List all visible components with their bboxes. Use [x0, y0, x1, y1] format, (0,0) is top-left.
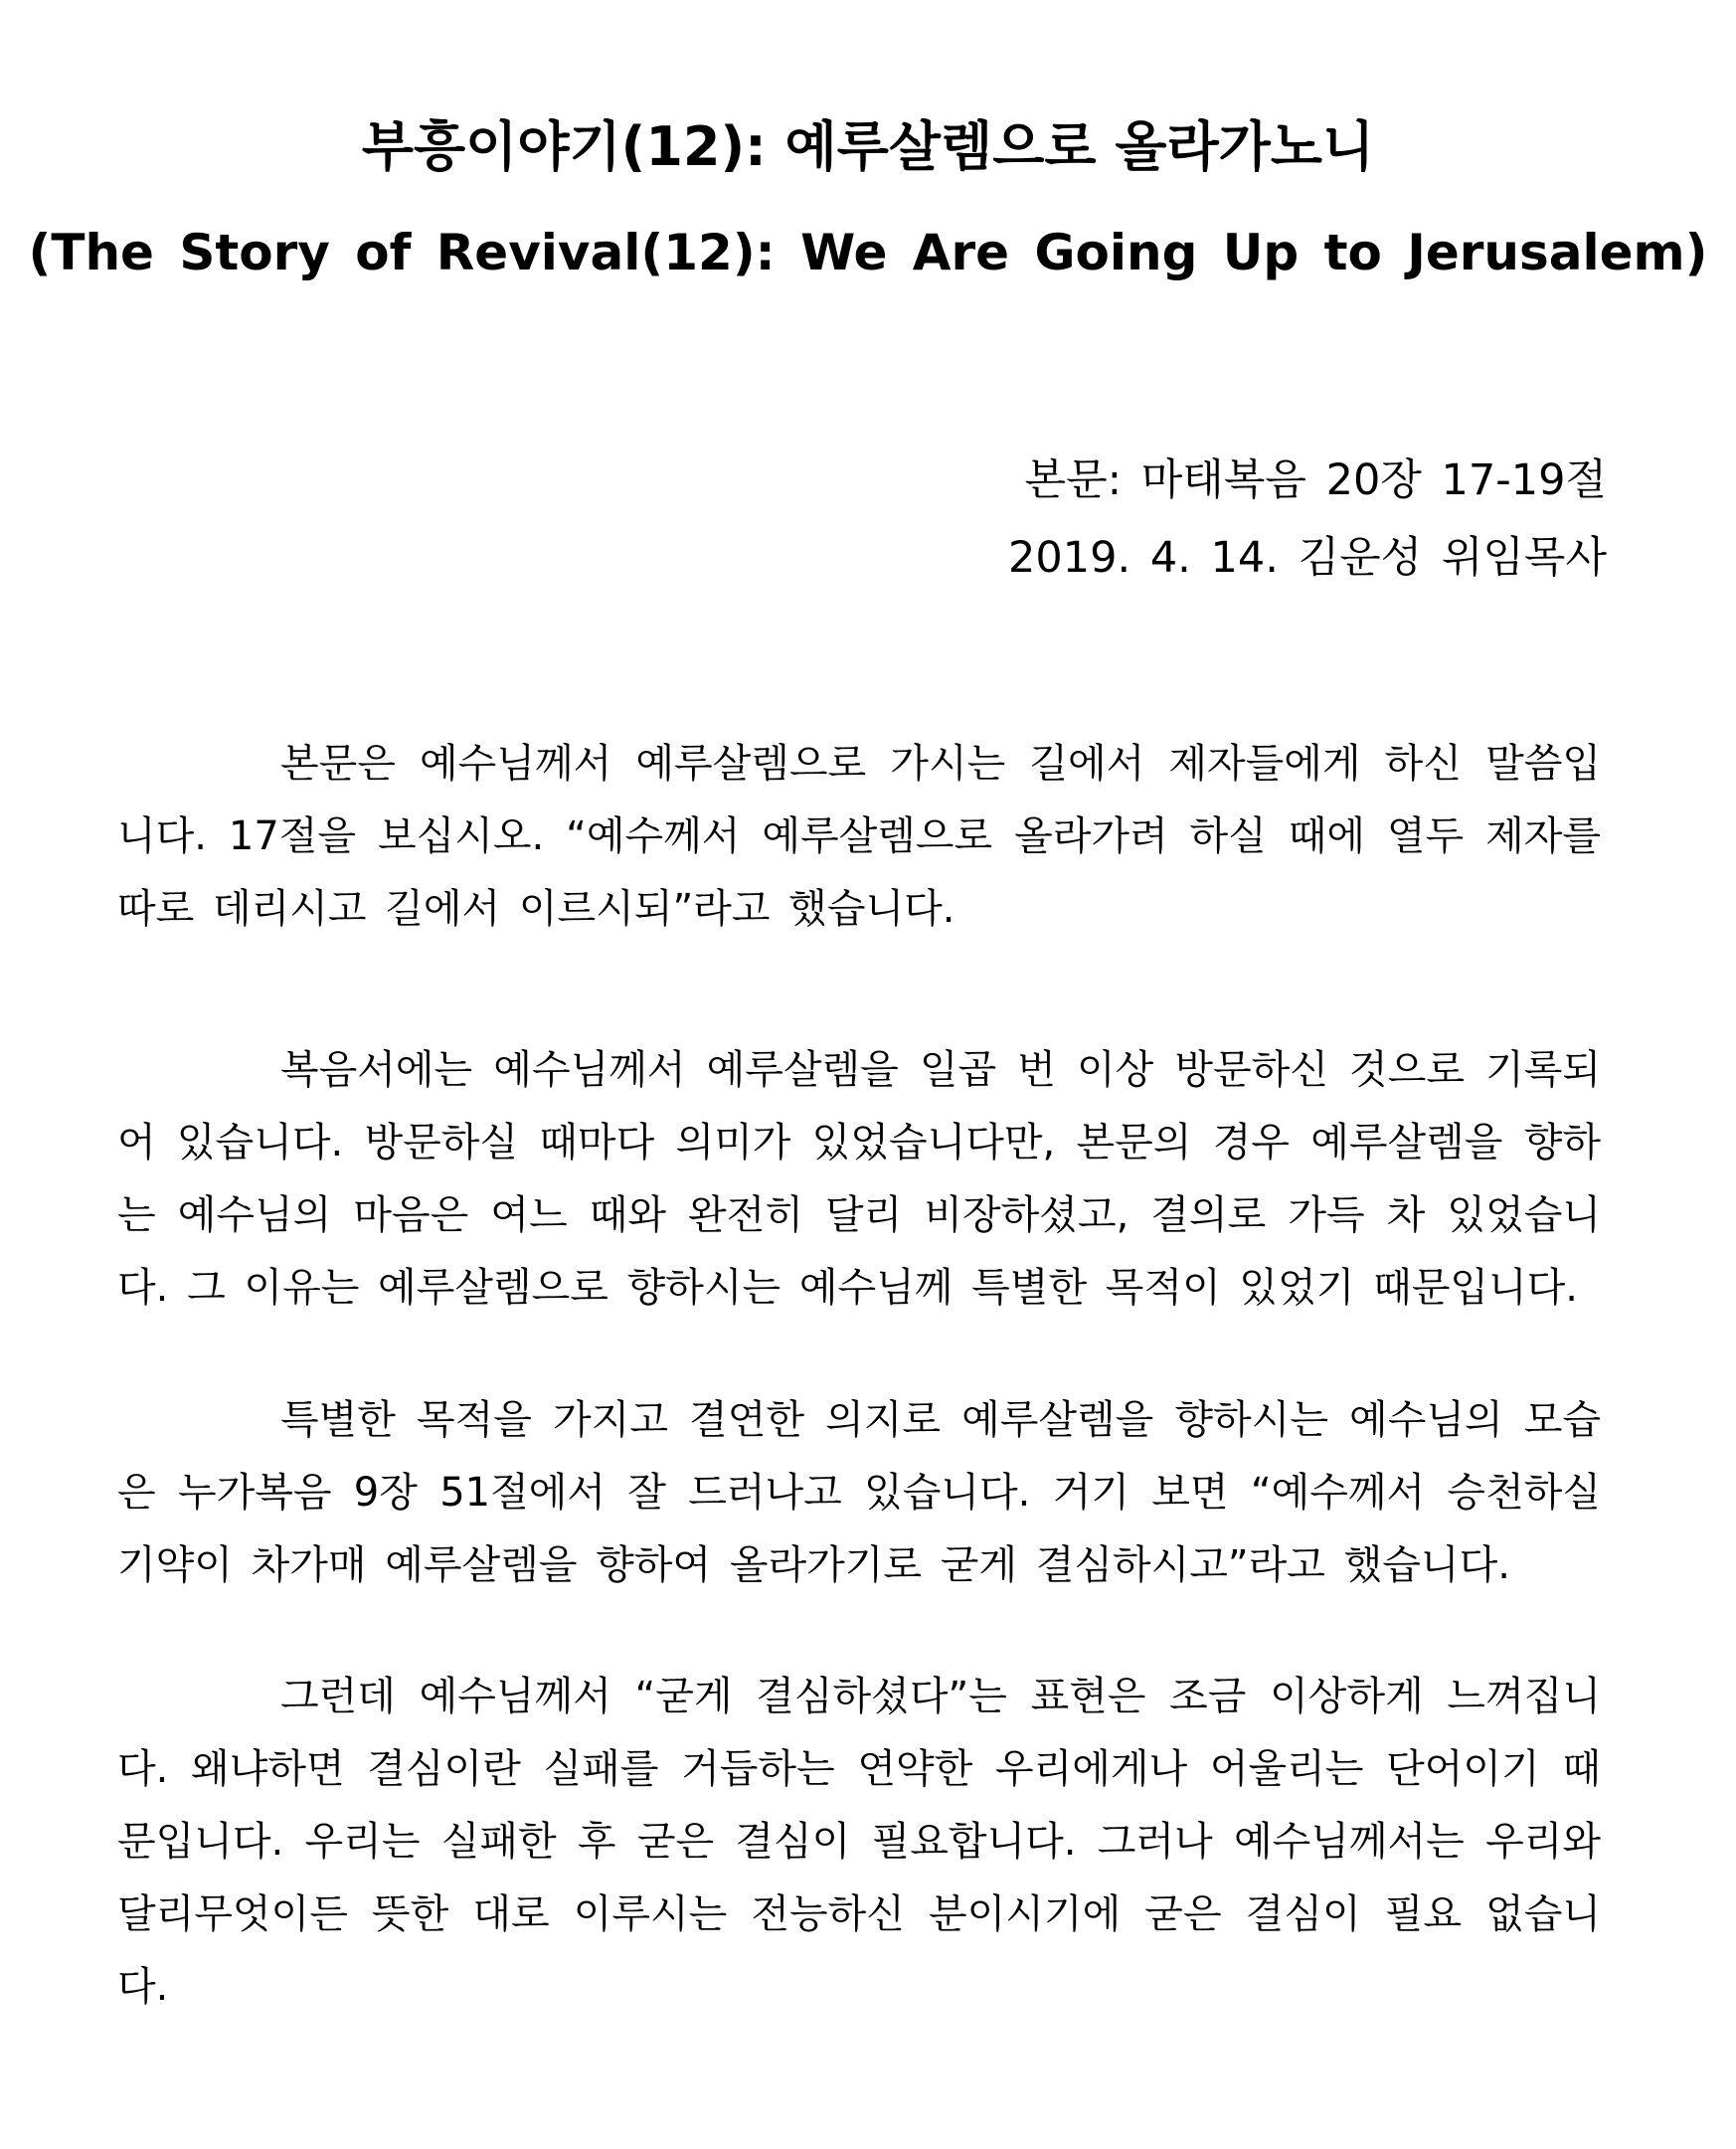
title-korean: 부흥이야기(12): 예루살렘으로 올라가노니: [361, 115, 1375, 178]
paragraph: 그런데 예수님께서 “굳게 결심하셨다”는 표현은 조금 이상하게 느껴집니다. 왜냐하면 결심이란 실패를 거듭하는 연약한 우리에게나 어울리는 단어이기 때문입니다. 우리는 실패한 후 굳은 결심이 필요합니다. 그러나 예수님께서는 우리와 달리무엇이든 뜻한 대로 이루시는 전능하신 분이시기에 굳은 결심이 필요 없습니다.: [117, 1674, 1601, 2010]
paragraph: 특별한 목적을 가지고 결연한 의지로 예루살렘을 향하시는 예수님의 모습은 누가복음 9장 51절에서 잘 드러나고 있습니다. 거기 보면 “예수께서 승천하실 기약이 차가매 예루살렘을 향하여 올라가기로 굳게 결심하시고”라고 했습니다.: [117, 1397, 1601, 1588]
date-author: 2019. 4. 14. 김운성 위임목사: [1008, 533, 1607, 583]
paragraph: 복음서에는 예수님께서 예루살렘을 일곱 번 이상 방문하신 것으로 기록되어 있습니다. 방문하실 때마다 의미가 있었습니다만, 본문의 경우 예루살렘을 향하는 예수님의 마음은 여느 때와 완전히 달리 비장하셨고, 결의로 가득 차 있었습니다. 그 이유는 예루살렘으로 향하시는 예수님께 특별한 목적이 있었기 때문입니다.: [117, 1047, 1601, 1311]
scripture-passage: 본문: 마태복음 20장 17-19절: [1024, 455, 1607, 505]
title-english: (The Story of Revival(12): We Are Going Up to Jerusalem): [28, 224, 1708, 281]
paragraph: 본문은 예수님께서 예루살렘으로 가시는 길에서 제자들에게 하신 말씀입니다. 17절을 보십시오. “예수께서 예루살렘으로 올라가려 하실 때에 열두 제자를 따로 데리시고 길에서 이르시되”라고 했습니다.: [117, 741, 1601, 932]
